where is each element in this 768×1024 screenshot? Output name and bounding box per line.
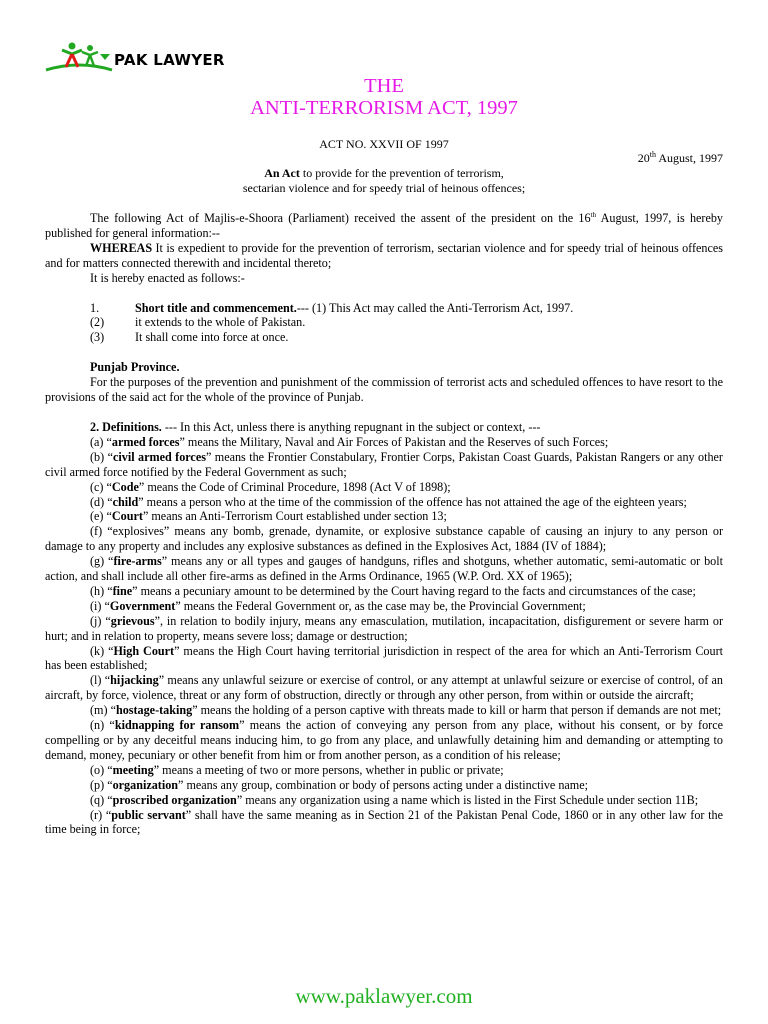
definitions-heading: 2. Definitions. bbox=[90, 419, 162, 434]
enacted-line: It is hereby enacted as follows:- bbox=[90, 270, 245, 285]
footer-url[interactable]: www.paklawyer.com bbox=[295, 984, 473, 1008]
title-line-1: THE bbox=[364, 75, 404, 97]
definition-text: ” means the Frontier Constabulary, Frontier Corps, Pakistan Coast Guards, Pakistan Rangers or any other civil armed force notified by the Federal Government as such; bbox=[45, 449, 723, 479]
section-1-num: 1. bbox=[90, 300, 100, 315]
definition-prefix: (c) “ bbox=[90, 479, 112, 494]
definition-item bbox=[45, 554, 723, 584]
act-date bbox=[638, 150, 723, 166]
definition-text: ” means the High Court having territorial jurisdiction in respect of the area for which an Anti-Terrorism Court has been established; bbox=[45, 643, 723, 673]
definition-term: meeting bbox=[112, 762, 154, 777]
definition-prefix: (q) “ bbox=[90, 792, 113, 807]
definition-prefix: (a) “ bbox=[90, 434, 112, 449]
section-1-sub3-num: (3) bbox=[90, 330, 105, 345]
definition-text: ” means any or all types and gauges of handguns, rifles and shotguns, whether automatic, semi-automatic or bolt action, and shall include all other fire-arms as defined in the Arms Ordinance, 1965 (W.P. Ord. XX of 1965); bbox=[45, 554, 723, 584]
definition-item bbox=[45, 450, 723, 480]
punjab-paragraph: For the purposes of the prevention and punishment of the commission of terrorist acts and scheduled offences to have resort to the provisions of the said act for the whole of the province of Punjab. bbox=[45, 375, 723, 405]
definition-item bbox=[45, 763, 723, 778]
definition-term: High Court bbox=[113, 643, 175, 658]
definition-text: ” means a person who at the time of the commission of the offence has not attained the age of the eighteen years; bbox=[138, 494, 687, 509]
assent-text-b: August, 1997, is hereby published for general information:-- bbox=[45, 211, 723, 240]
definitions-intro bbox=[45, 420, 723, 435]
definition-prefix: (k) “ bbox=[90, 643, 114, 658]
definition-item bbox=[45, 673, 723, 703]
section-1-text: --- (1) This Act may called the Anti-Terrorism Act, 1997. bbox=[296, 300, 574, 315]
pak-lawyer-logo bbox=[44, 40, 254, 74]
definition-item bbox=[45, 524, 723, 554]
definition-term: hijacking bbox=[110, 673, 159, 688]
definition-text: ” means the action of conveying any person from any place, without his consent, or by force compelling or by any deceitful means inducing him, to go from any place, and unlawfully detaining him and demanding or attempting to demand, money, pecuniary or other benefit from him or from another person, as a condition of his release; bbox=[45, 718, 723, 762]
date-suffix: th bbox=[649, 150, 656, 159]
definition-text: ” means the Federal Government or, as the case may be, the Provincial Government; bbox=[175, 598, 586, 613]
section-1-sub3: It shall come into force at once. bbox=[135, 330, 289, 345]
definition-prefix: (g) “ bbox=[90, 554, 114, 569]
definition-item bbox=[45, 495, 723, 510]
definition-text: ” means any unlawful seizure or exercise of control, or any attempt at unlawful seizure or exercise of control, of an aircraft, by force, violence, threat or any form of obstruction, directly or through any other person, from within or outside the aircraft; bbox=[45, 673, 723, 703]
definition-prefix: (e) “ bbox=[90, 509, 112, 524]
definition-term: Court bbox=[111, 509, 143, 524]
preamble-line-2: sectarian violence and for speedy trial of heinous offences; bbox=[242, 181, 526, 195]
definition-text: ” means the Code of Criminal Procedure, 1898 (Act V of 1898); bbox=[138, 479, 451, 494]
definition-text: ”, in relation to bodily injury, means any emasculation, mutilation, incapacitation, disfigurement or severe harm or hurt; and in relation to property, means severe loss; damage or destruction; bbox=[45, 613, 723, 643]
definition-item bbox=[45, 509, 723, 524]
definition-item bbox=[45, 808, 723, 838]
definition-item bbox=[45, 480, 723, 495]
definition-item bbox=[45, 793, 723, 808]
definitions-list bbox=[45, 435, 723, 837]
definition-text: ” means any organization using a name which is listed in the First Schedule under section 11B; bbox=[236, 792, 699, 807]
definition-term: fine bbox=[112, 583, 133, 598]
section-1 bbox=[45, 301, 723, 346]
preamble-line-1 bbox=[0, 166, 768, 181]
definition-prefix: (d) “ bbox=[90, 494, 113, 509]
definition-text: ” means a meeting of two or more persons, whether in public or private; bbox=[153, 762, 504, 777]
definition-item bbox=[45, 718, 723, 763]
assent-text-a: The following Act of Majlis-e-Shoora (Parliament) received the assent of the president on the 16 bbox=[90, 211, 591, 225]
definition-item bbox=[45, 644, 723, 674]
scales-people-icon bbox=[44, 40, 114, 74]
definitions-intro-text: --- In this Act, unless there is anything repugnant in the subject or context, --- bbox=[161, 419, 541, 434]
definition-prefix: (r) “ bbox=[90, 807, 112, 822]
definition-text: ” means any group, combination or body of persons acting under a distinctive name; bbox=[178, 777, 589, 792]
definition-term: Government bbox=[109, 598, 176, 613]
definition-prefix: (i) “ bbox=[90, 598, 110, 613]
definition-prefix: (p) “ bbox=[90, 777, 113, 792]
definition-term: organization bbox=[112, 777, 179, 792]
section-1-sub2-num: (2) bbox=[90, 315, 105, 330]
definition-text: ” means the holding of a person captive with threats made to kill or harm that person if demands are not met; bbox=[192, 703, 722, 718]
definition-prefix: (n) “ bbox=[90, 718, 115, 733]
definition-term: fire-arms bbox=[113, 554, 162, 569]
document-body bbox=[45, 211, 723, 837]
definition-prefix: (f) “explosives” means any bomb, grenade, dynamite, or explosive substance capable of causing an injury to any person or damage to any property and includes any explosive substances as defined in the Explosives Act, 1884 (IV of 1884); bbox=[45, 524, 723, 554]
definition-term: grievous bbox=[110, 613, 155, 628]
definition-prefix: (o) “ bbox=[90, 762, 113, 777]
definition-item bbox=[45, 435, 723, 450]
whereas-text: It is expedient to provide for the prevention of terrorism, sectarian violence and for speedy trial of heinous offences and for matters connected therewith and incidental thereto; bbox=[45, 240, 723, 270]
definition-term: armed forces bbox=[111, 434, 180, 449]
definition-term: Code bbox=[111, 479, 139, 494]
logo-text: PAK LAWYER bbox=[114, 51, 225, 69]
definition-prefix: (j) “ bbox=[90, 613, 111, 628]
definition-term: civil armed forces bbox=[112, 449, 206, 464]
definition-text: ” means an Anti-Terrorism Court established under section 13; bbox=[142, 509, 447, 524]
whereas-paragraph bbox=[45, 241, 723, 271]
section-1-sub2: it extends to the whole of Pakistan. bbox=[135, 315, 306, 330]
definition-prefix: (m) “ bbox=[90, 703, 116, 718]
preamble-bold: An Act bbox=[264, 166, 300, 180]
definition-item bbox=[45, 778, 723, 793]
section-1-heading: Short title and commencement. bbox=[135, 300, 297, 315]
date-rest: August, 1997 bbox=[655, 151, 723, 165]
definition-prefix: (h) “ bbox=[90, 583, 113, 598]
date-day: 20 bbox=[637, 151, 650, 165]
definition-item bbox=[45, 599, 723, 614]
definition-term: child bbox=[112, 494, 139, 509]
definition-term: kidnapping for ransom bbox=[114, 718, 240, 733]
definition-term: proscribed organization bbox=[112, 792, 237, 807]
definition-item bbox=[45, 584, 723, 599]
definition-text: ” shall have the same meaning as in Section 21 of the Pakistan Penal Code, 1860 or in any other law for the time being in force; bbox=[45, 807, 723, 837]
definition-item bbox=[45, 614, 723, 644]
title-line-2: ANTI-TERRORISM ACT, 1997 bbox=[250, 97, 518, 119]
definition-prefix: (b) “ bbox=[90, 449, 113, 464]
definition-text: ” means a pecuniary amount to be determined by the Court having regard to the facts and circumstances of the case; bbox=[132, 583, 696, 598]
definition-item bbox=[45, 703, 723, 718]
definition-text: ” means the Military, Naval and Air Forces of Pakistan and the Reserves of such Forces; bbox=[179, 434, 609, 449]
definition-prefix: (l) “ bbox=[90, 673, 111, 688]
punjab-heading: Punjab Province. bbox=[90, 360, 180, 375]
assent-paragraph bbox=[45, 211, 723, 241]
definition-term: public servant bbox=[111, 807, 186, 822]
assent-sup: th bbox=[590, 210, 597, 219]
definition-term: hostage-taking bbox=[115, 703, 193, 718]
preamble-rest: to provide for the prevention of terrorism, bbox=[299, 166, 504, 180]
act-number: ACT NO. XXVII OF 1997 bbox=[319, 137, 449, 151]
whereas-bold: WHEREAS bbox=[90, 240, 153, 255]
